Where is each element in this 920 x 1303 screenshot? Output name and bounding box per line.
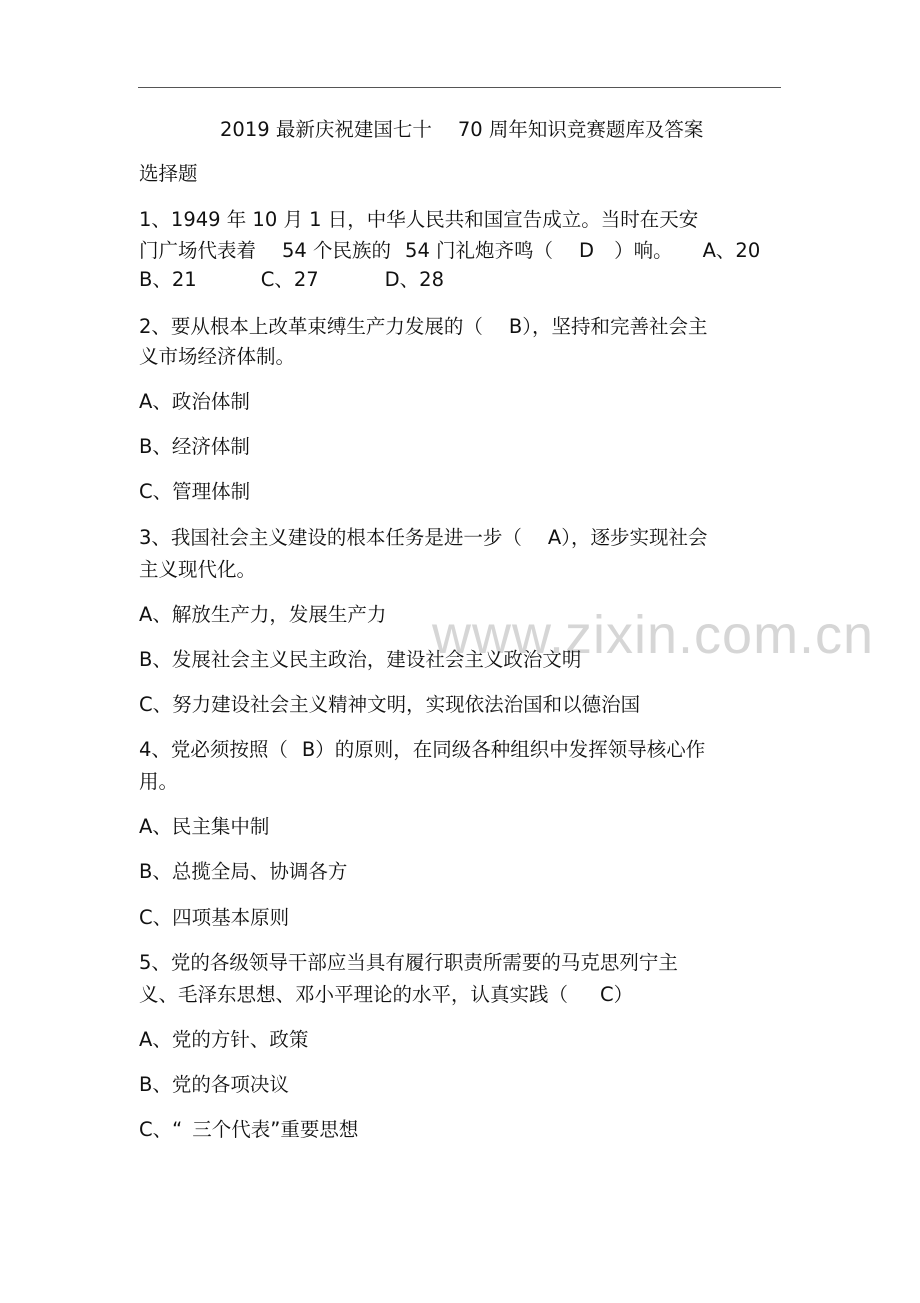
q1-option-c: C、27 <box>260 268 319 291</box>
q2-option-b: B、经济体制 <box>139 435 250 458</box>
q1-option-b: B、21 <box>139 268 197 291</box>
q3-option-a: A、解放生产力，发展生产力 <box>139 603 387 626</box>
document-title <box>220 117 703 143</box>
title-part-2: 70 周年知识竞赛题库及答案 <box>457 118 704 141</box>
q5-option-c-text: 三个代表”重要思想 <box>192 1118 359 1141</box>
q5-line-1: 5、党的各级领导干部应当具有履行职责所需要的马克思列宁主 <box>139 951 678 974</box>
q2-text: 2、要从根本上改革束缚生产力发展的（ <box>139 315 483 338</box>
q2-text: B），坚持和完善社会主 <box>508 315 708 338</box>
watermark: www.zixin.com.cn <box>432 605 875 665</box>
q5-option-c-text: C、“ <box>139 1118 183 1141</box>
q3-text: A），逐步实现社会 <box>547 526 708 549</box>
q2-line-2: 义市场经济体制。 <box>139 345 296 368</box>
q5-option-a: A、党的方针、政策 <box>139 1028 309 1051</box>
q3-option-b: B、发展社会主义民主政治，建设社会主义政治文明 <box>139 648 582 671</box>
q2-option-a: A、政治体制 <box>139 390 250 413</box>
q4-line-1 <box>139 737 705 763</box>
q1-line-3 <box>139 267 444 293</box>
q2-line-1 <box>139 314 708 340</box>
title-part-1: 2019 最新庆祝建国七十 <box>220 118 432 141</box>
q1-option-d: D、28 <box>384 268 444 291</box>
q5-text: 义、毛泽东思想、邓小平理论的水平，认真实践（ <box>139 983 569 1006</box>
header-rule <box>138 87 781 88</box>
q4-option-a: A、民主集中制 <box>139 815 270 838</box>
section-heading: 选择题 <box>139 162 198 185</box>
q5-option-b: B、党的各项决议 <box>139 1073 289 1096</box>
q5-option-c <box>139 1117 358 1143</box>
q3-line-1 <box>139 525 708 551</box>
q4-text: 4、党必须按照（ <box>139 738 288 761</box>
q1-option-a: A、20 <box>702 239 761 262</box>
q5-line-2 <box>139 982 633 1008</box>
q4-text: B）的原则，在同级各种组织中发挥领导核心作 <box>301 738 706 761</box>
q1-text: 1、1949 年 10 月 1 日，中华人民共和国宣告成立。当时在天安 <box>139 208 699 231</box>
q4-line-2: 用。 <box>139 770 179 793</box>
q2-option-c: C、管理体制 <box>139 480 251 503</box>
q3-line-2: 主义现代化。 <box>139 558 257 581</box>
q1-answer: D <box>579 239 595 262</box>
q4-option-b: B、总揽全局、协调各方 <box>139 860 348 883</box>
q1-line-1 <box>139 207 698 233</box>
q1-text: 54 门礼炮齐鸣（ <box>405 239 554 262</box>
q3-option-c: C、努力建设社会主义精神文明，实现依法治国和以德治国 <box>139 693 641 716</box>
q4-option-c: C、四项基本原则 <box>139 906 290 929</box>
q3-text: 3、我国社会主义建设的根本任务是进一步（ <box>139 526 522 549</box>
q1-line-2 <box>139 238 760 264</box>
q1-text: ）响。 <box>614 239 673 262</box>
q5-text: C） <box>600 983 634 1006</box>
q1-text: 门广场代表着 <box>139 239 257 262</box>
q1-text: 54 个民族的 <box>282 239 392 262</box>
